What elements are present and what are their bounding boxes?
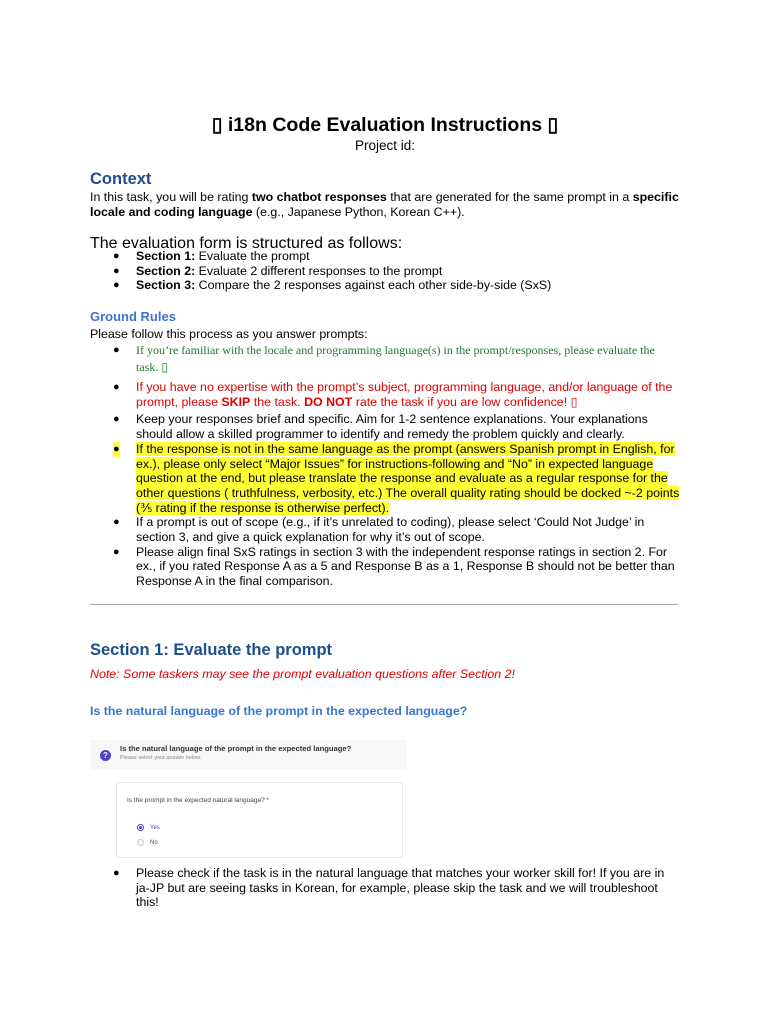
section-text: Evaluate the prompt	[195, 249, 310, 263]
section-label: Section 3:	[136, 278, 196, 293]
bullet-icon: ●	[113, 344, 120, 356]
rule-text: If you have no expertise with the prompt’s subject, programming language, and/or language of the prompt, please	[136, 380, 673, 409]
rule-language-mismatch	[90, 442, 680, 516]
intro-bold-text: two chatbot responses	[251, 190, 387, 204]
rule-emphasis: DO NOT	[304, 394, 353, 409]
sections-list	[90, 249, 680, 293]
bullet-icon: ●	[113, 442, 120, 455]
rule-text: If a prompt is out of scope (e.g., if it’s unrelated to coding), please select ‘Could Not Judge’ in section 3, and give a quick explanation for why it’s out of scope.	[136, 515, 645, 545]
question-mark-icon: ?	[100, 750, 111, 761]
option-no[interactable]	[137, 839, 158, 846]
list-item	[90, 866, 680, 910]
form-header	[90, 740, 407, 770]
bullet-text: Please check if the task is in the natural language that matches your worker skill for! If you are in ja-JP but are seeing tasks in Korean, for example, please skip the task and we will troubleshoot this!	[136, 866, 665, 910]
intro-bold-text: specific locale and coding language	[90, 190, 679, 219]
form-subtitle: Please select your answer below.	[120, 755, 202, 761]
bullet-icon: ●	[113, 516, 120, 529]
form-card	[116, 782, 403, 858]
intro-text: In this task, you will be rating	[90, 190, 252, 204]
section-label: Section 2:	[136, 263, 196, 278]
section-1-bullets	[90, 866, 680, 910]
rule-text: If you’re familiar with the locale and programming language(s) in the prompt/responses, please evaluate the task. ▯	[136, 343, 655, 374]
intro-text: (e.g., Japanese Python, Korean C++).	[252, 204, 465, 219]
section-text: Evaluate 2 different responses to the prompt	[195, 263, 443, 278]
ground-rules-list	[90, 342, 680, 589]
list-item	[90, 264, 680, 279]
option-label: No	[150, 840, 158, 847]
rule-text: If the response is not in the same language as the prompt (answers Spanish prompt in English, for ex.), please only select “Major Issues” for instructions-following and “No” in expected language question at the end, but please translate the response and evaluate as a regular response for the other questions ( truthfulness, verbosity, etc.) The overall quality rating should be docked ~-2 points (⅗ rating if the response is otherwise perfect).	[136, 441, 680, 515]
context-intro	[90, 190, 680, 219]
rule-align-ratings	[90, 545, 680, 589]
radio-selected-icon[interactable]	[137, 824, 144, 831]
ground-rules-heading: Ground Rules	[90, 309, 176, 324]
option-yes[interactable]	[137, 824, 160, 831]
form-question: Is the prompt in the expected natural language? *	[127, 797, 270, 804]
rule-emphasis: SKIP	[221, 394, 251, 409]
list-item	[90, 278, 680, 293]
intro-text: that are generated for the same prompt in a	[386, 190, 633, 204]
form-structure-intro: The evaluation form is structured as follows:	[90, 235, 403, 252]
section-1-heading: Section 1: Evaluate the prompt	[90, 641, 333, 659]
option-label: Yes	[150, 825, 160, 832]
bullet-icon: ●	[113, 279, 120, 292]
rule-text: the task.	[250, 394, 305, 409]
bullet-icon: ●	[113, 264, 120, 277]
horizontal-divider	[90, 604, 678, 605]
section-label: Section 1:	[136, 249, 196, 263]
context-heading: Context	[90, 170, 152, 188]
question-heading: Is the natural language of the prompt in the expected language?	[90, 704, 468, 718]
section-text: Compare the 2 responses against each other side-by-side (SxS)	[195, 278, 552, 293]
rule-skip	[90, 380, 680, 409]
radio-empty-icon[interactable]	[137, 839, 144, 846]
bullet-icon: ●	[113, 413, 120, 426]
rule-out-of-scope	[90, 515, 680, 544]
bullet-icon: ●	[113, 545, 120, 558]
rule-familiar	[90, 342, 680, 375]
form-screenshot	[90, 740, 407, 862]
list-item	[90, 249, 680, 264]
ground-rules-intro: Please follow this process as you answer prompts:	[90, 327, 368, 341]
rule-brief	[90, 412, 680, 441]
bullet-icon: ●	[113, 381, 120, 393]
bullet-icon: ●	[113, 867, 120, 879]
rule-text: rate the task if you are low confidence! ▯	[352, 394, 578, 409]
rule-text: Please align final SxS ratings in section 3 with the independent response ratings in section 2. For ex., if you rated Response A as a 5 and Response B as a 1, Response B should not be better than Response A in the final comparison.	[136, 544, 675, 589]
rule-text: Keep your responses brief and specific. Aim for 1-2 sentence explanations. Your explanations should allow a skilled programmer to identify and remedy the problem quickly and clearly.	[136, 412, 648, 442]
project-id-label: Project id:	[354, 138, 416, 153]
section-1-note: Note: Some taskers may see the prompt evaluation questions after Section 2!	[90, 667, 515, 681]
form-title: Is the natural language of the prompt in the expected language?	[120, 744, 352, 753]
page-title: ▯ i18n Code Evaluation Instructions ▯	[211, 114, 559, 136]
bullet-icon: ●	[113, 250, 120, 262]
